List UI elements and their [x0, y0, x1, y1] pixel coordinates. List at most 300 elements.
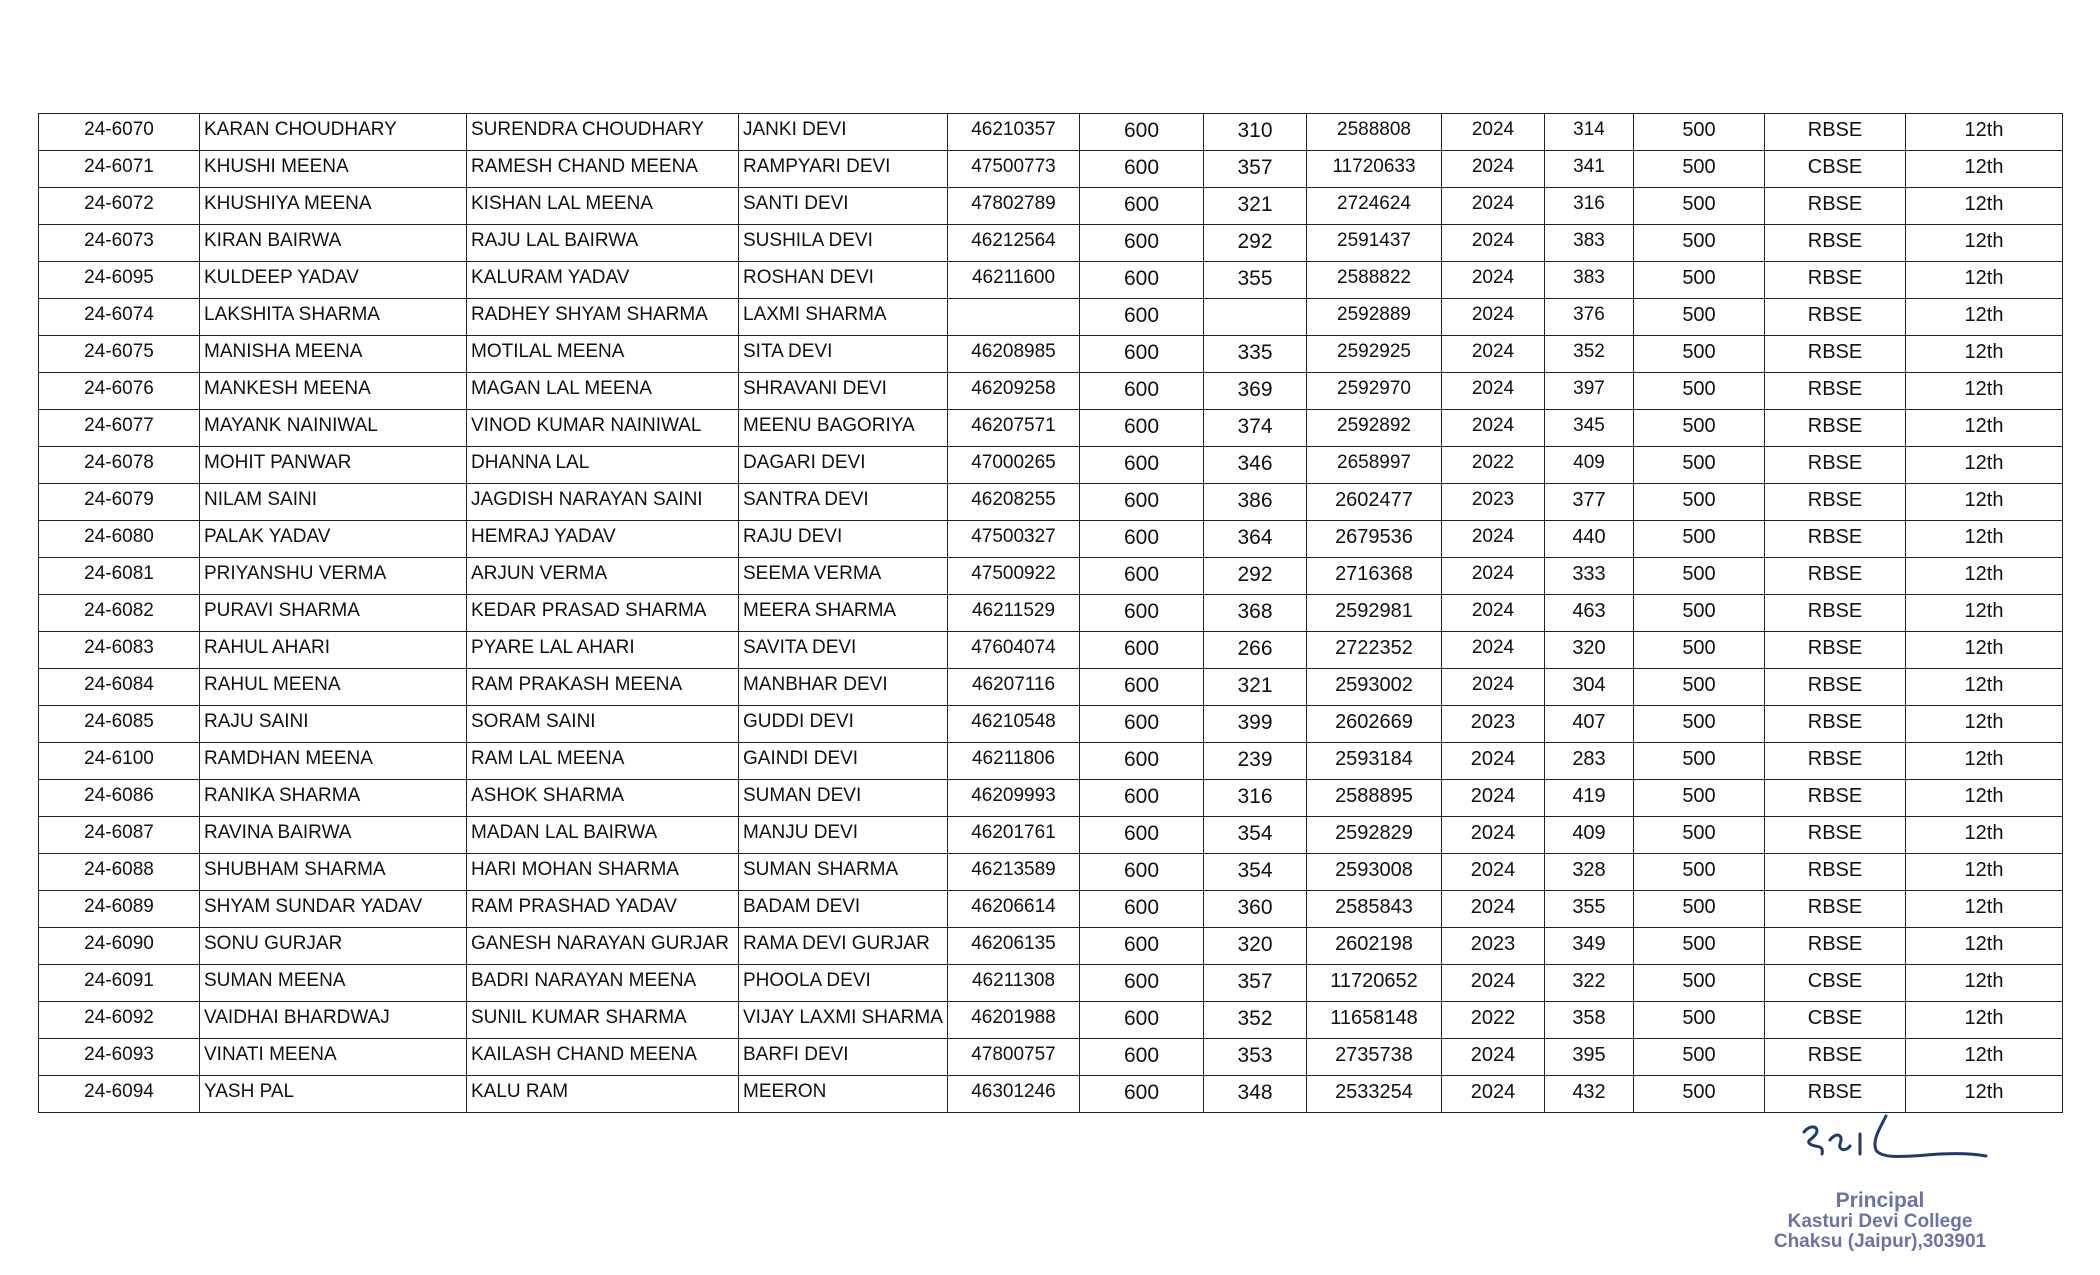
cell-reg-no: 46212564 — [948, 225, 1080, 262]
cell-father-name: PYARE LAL AHARI — [467, 632, 739, 669]
cell-board-marks: 463 — [1545, 595, 1634, 632]
cell-max-marks: 600 — [1080, 965, 1204, 1002]
cell-board-marks: 395 — [1545, 1039, 1634, 1076]
cell-board-roll-no: 2602477 — [1307, 484, 1442, 521]
table-row — [39, 336, 2063, 373]
cell-obtained-marks — [1204, 299, 1307, 336]
cell-max-marks: 600 — [1080, 336, 1204, 373]
cell-father-name: JAGDISH NARAYAN SAINI — [467, 484, 739, 521]
table-row — [39, 854, 2063, 891]
cell-roll-no: 24-6091 — [39, 965, 200, 1002]
cell-max-marks: 600 — [1080, 1039, 1204, 1076]
cell-roll-no: 24-6074 — [39, 299, 200, 336]
cell-board-name: RBSE — [1765, 484, 1906, 521]
cell-student-name: VAIDHAI BHARDWAJ — [200, 1002, 467, 1039]
cell-obtained-marks: 292 — [1204, 558, 1307, 595]
cell-max-marks: 600 — [1080, 410, 1204, 447]
cell-class: 12th — [1906, 632, 2063, 669]
cell-board-marks: 376 — [1545, 299, 1634, 336]
cell-student-name: SHUBHAM SHARMA — [200, 854, 467, 891]
cell-class: 12th — [1906, 743, 2063, 780]
cell-roll-no: 24-6071 — [39, 151, 200, 188]
cell-mother-name: BARFI DEVI — [739, 1039, 948, 1076]
cell-student-name: YASH PAL — [200, 1076, 467, 1113]
cell-board-roll-no: 2592889 — [1307, 299, 1442, 336]
cell-obtained-marks: 320 — [1204, 928, 1307, 965]
cell-class: 12th — [1906, 521, 2063, 558]
cell-father-name: MAGAN LAL MEENA — [467, 373, 739, 410]
cell-obtained-marks: 386 — [1204, 484, 1307, 521]
cell-max-marks: 600 — [1080, 595, 1204, 632]
cell-reg-no: 47800757 — [948, 1039, 1080, 1076]
cell-max-marks: 600 — [1080, 299, 1204, 336]
cell-student-name: RAHUL MEENA — [200, 669, 467, 706]
cell-obtained-marks: 239 — [1204, 743, 1307, 780]
table-row — [39, 1076, 2063, 1113]
table-row — [39, 188, 2063, 225]
cell-board-roll-no: 11658148 — [1307, 1002, 1442, 1039]
cell-class: 12th — [1906, 780, 2063, 817]
cell-board-name: RBSE — [1765, 558, 1906, 595]
cell-mother-name: RAJU DEVI — [739, 521, 948, 558]
cell-passing-year: 2024 — [1442, 188, 1545, 225]
cell-student-name: KIRAN BAIRWA — [200, 225, 467, 262]
cell-board-marks: 345 — [1545, 410, 1634, 447]
cell-father-name: MOTILAL MEENA — [467, 336, 739, 373]
table-row — [39, 669, 2063, 706]
cell-reg-no: 46207116 — [948, 669, 1080, 706]
cell-passing-year: 2024 — [1442, 151, 1545, 188]
cell-student-name: LAKSHITA SHARMA — [200, 299, 467, 336]
cell-father-name: HEMRAJ YADAV — [467, 521, 739, 558]
cell-passing-year: 2024 — [1442, 743, 1545, 780]
cell-student-name: SONU GURJAR — [200, 928, 467, 965]
table-row — [39, 262, 2063, 299]
principal-seal — [1760, 1190, 2000, 1252]
cell-obtained-marks: 321 — [1204, 669, 1307, 706]
cell-mother-name: SUMAN DEVI — [739, 780, 948, 817]
cell-board-marks: 383 — [1545, 225, 1634, 262]
cell-board-name: RBSE — [1765, 521, 1906, 558]
cell-father-name: GANESH NARAYAN GURJAR — [467, 928, 739, 965]
table-body — [39, 114, 2063, 1113]
cell-roll-no: 24-6072 — [39, 188, 200, 225]
cell-board-roll-no: 2592981 — [1307, 595, 1442, 632]
cell-passing-year: 2024 — [1442, 632, 1545, 669]
cell-mother-name: DAGARI DEVI — [739, 447, 948, 484]
cell-board-roll-no: 2593002 — [1307, 669, 1442, 706]
cell-max-marks: 600 — [1080, 262, 1204, 299]
cell-father-name: MADAN LAL BAIRWA — [467, 817, 739, 854]
cell-reg-no: 47500327 — [948, 521, 1080, 558]
student-records-table — [38, 113, 2063, 1113]
cell-board-roll-no: 2724624 — [1307, 188, 1442, 225]
cell-board-roll-no: 2592925 — [1307, 336, 1442, 373]
cell-obtained-marks: 354 — [1204, 817, 1307, 854]
table-row — [39, 965, 2063, 1002]
seal-title: Principal — [1835, 1189, 1925, 1212]
table-row — [39, 891, 2063, 928]
cell-student-name: SHYAM SUNDAR YADAV — [200, 891, 467, 928]
cell-board-max-marks: 500 — [1634, 151, 1765, 188]
cell-student-name: KULDEEP YADAV — [200, 262, 467, 299]
cell-student-name: RAVINA BAIRWA — [200, 817, 467, 854]
cell-passing-year: 2024 — [1442, 262, 1545, 299]
cell-board-roll-no: 2588895 — [1307, 780, 1442, 817]
cell-student-name: KHUSHI MEENA — [200, 151, 467, 188]
cell-reg-no: 47500773 — [948, 151, 1080, 188]
cell-obtained-marks: 368 — [1204, 595, 1307, 632]
cell-max-marks: 600 — [1080, 188, 1204, 225]
cell-mother-name: MANJU DEVI — [739, 817, 948, 854]
cell-board-name: RBSE — [1765, 891, 1906, 928]
cell-class: 12th — [1906, 1076, 2063, 1113]
cell-board-marks: 304 — [1545, 669, 1634, 706]
cell-student-name: MOHIT PANWAR — [200, 447, 467, 484]
cell-reg-no — [948, 299, 1080, 336]
cell-obtained-marks: 321 — [1204, 188, 1307, 225]
cell-reg-no: 46210548 — [948, 706, 1080, 743]
cell-student-name: VINATI MEENA — [200, 1039, 467, 1076]
cell-reg-no: 46211806 — [948, 743, 1080, 780]
cell-class: 12th — [1906, 965, 2063, 1002]
cell-passing-year: 2024 — [1442, 410, 1545, 447]
cell-passing-year: 2024 — [1442, 1076, 1545, 1113]
cell-max-marks: 600 — [1080, 225, 1204, 262]
table-row — [39, 780, 2063, 817]
cell-father-name: SORAM SAINI — [467, 706, 739, 743]
cell-board-roll-no: 11720633 — [1307, 151, 1442, 188]
cell-board-max-marks: 500 — [1634, 188, 1765, 225]
table-row — [39, 817, 2063, 854]
cell-father-name: KALURAM YADAV — [467, 262, 739, 299]
table-row — [39, 299, 2063, 336]
table-row — [39, 484, 2063, 521]
cell-roll-no: 24-6089 — [39, 891, 200, 928]
cell-board-name: CBSE — [1765, 151, 1906, 188]
cell-mother-name: JANKI DEVI — [739, 114, 948, 151]
cell-max-marks: 600 — [1080, 1076, 1204, 1113]
cell-board-marks: 283 — [1545, 743, 1634, 780]
cell-father-name: KAILASH CHAND MEENA — [467, 1039, 739, 1076]
cell-board-roll-no: 2585843 — [1307, 891, 1442, 928]
cell-board-max-marks: 500 — [1634, 669, 1765, 706]
cell-passing-year: 2023 — [1442, 928, 1545, 965]
cell-board-name: RBSE — [1765, 1076, 1906, 1113]
cell-reg-no: 46206135 — [948, 928, 1080, 965]
cell-passing-year: 2024 — [1442, 669, 1545, 706]
cell-student-name: MANKESH MEENA — [200, 373, 467, 410]
cell-board-name: RBSE — [1765, 743, 1906, 780]
cell-reg-no: 46208255 — [948, 484, 1080, 521]
cell-roll-no: 24-6079 — [39, 484, 200, 521]
cell-board-marks: 407 — [1545, 706, 1634, 743]
cell-class: 12th — [1906, 299, 2063, 336]
cell-reg-no: 46209258 — [948, 373, 1080, 410]
cell-board-max-marks: 500 — [1634, 114, 1765, 151]
cell-class: 12th — [1906, 558, 2063, 595]
cell-board-max-marks: 500 — [1634, 484, 1765, 521]
table-row — [39, 151, 2063, 188]
cell-roll-no: 24-6092 — [39, 1002, 200, 1039]
cell-board-max-marks: 500 — [1634, 891, 1765, 928]
cell-max-marks: 600 — [1080, 743, 1204, 780]
cell-roll-no: 24-6070 — [39, 114, 200, 151]
cell-board-max-marks: 500 — [1634, 447, 1765, 484]
cell-board-marks: 349 — [1545, 928, 1634, 965]
cell-max-marks: 600 — [1080, 928, 1204, 965]
cell-mother-name: SANTRA DEVI — [739, 484, 948, 521]
cell-board-name: RBSE — [1765, 336, 1906, 373]
cell-class: 12th — [1906, 410, 2063, 447]
cell-student-name: RAHUL AHARI — [200, 632, 467, 669]
cell-board-name: RBSE — [1765, 262, 1906, 299]
seal-college: Kasturi Devi College — [1787, 1211, 1973, 1233]
cell-board-max-marks: 500 — [1634, 1039, 1765, 1076]
cell-class: 12th — [1906, 706, 2063, 743]
cell-class: 12th — [1906, 1039, 2063, 1076]
cell-father-name: ARJUN VERMA — [467, 558, 739, 595]
cell-board-roll-no: 2588808 — [1307, 114, 1442, 151]
table-row — [39, 743, 2063, 780]
cell-board-roll-no: 2592829 — [1307, 817, 1442, 854]
cell-obtained-marks: 369 — [1204, 373, 1307, 410]
cell-mother-name: MEENU BAGORIYA — [739, 410, 948, 447]
cell-board-max-marks: 500 — [1634, 410, 1765, 447]
table-row — [39, 632, 2063, 669]
principal-signature — [1790, 1110, 1990, 1170]
cell-father-name: RAM LAL MEENA — [467, 743, 739, 780]
cell-roll-no: 24-6078 — [39, 447, 200, 484]
cell-board-name: RBSE — [1765, 928, 1906, 965]
cell-mother-name: LAXMI SHARMA — [739, 299, 948, 336]
cell-class: 12th — [1906, 336, 2063, 373]
cell-student-name: MANISHA MEENA — [200, 336, 467, 373]
cell-obtained-marks: 346 — [1204, 447, 1307, 484]
cell-student-name: RANIKA SHARMA — [200, 780, 467, 817]
cell-max-marks: 600 — [1080, 114, 1204, 151]
cell-passing-year: 2024 — [1442, 225, 1545, 262]
cell-board-name: RBSE — [1765, 447, 1906, 484]
cell-mother-name: SHRAVANI DEVI — [739, 373, 948, 410]
cell-board-roll-no: 2658997 — [1307, 447, 1442, 484]
cell-reg-no: 47500922 — [948, 558, 1080, 595]
cell-passing-year: 2024 — [1442, 817, 1545, 854]
cell-mother-name: RAMPYARI DEVI — [739, 151, 948, 188]
cell-obtained-marks: 364 — [1204, 521, 1307, 558]
cell-board-max-marks: 500 — [1634, 1076, 1765, 1113]
cell-board-marks: 355 — [1545, 891, 1634, 928]
cell-student-name: SUMAN MEENA — [200, 965, 467, 1002]
cell-roll-no: 24-6080 — [39, 521, 200, 558]
cell-roll-no: 24-6073 — [39, 225, 200, 262]
cell-board-max-marks: 500 — [1634, 928, 1765, 965]
cell-father-name: SUNIL KUMAR SHARMA — [467, 1002, 739, 1039]
cell-class: 12th — [1906, 669, 2063, 706]
cell-reg-no: 46301246 — [948, 1076, 1080, 1113]
cell-mother-name: BADAM DEVI — [739, 891, 948, 928]
cell-board-name: RBSE — [1765, 669, 1906, 706]
table-row — [39, 558, 2063, 595]
cell-class: 12th — [1906, 484, 2063, 521]
cell-board-marks: 397 — [1545, 373, 1634, 410]
table-row — [39, 521, 2063, 558]
cell-board-max-marks: 500 — [1634, 225, 1765, 262]
cell-board-max-marks: 500 — [1634, 336, 1765, 373]
cell-obtained-marks: 266 — [1204, 632, 1307, 669]
cell-roll-no: 24-6082 — [39, 595, 200, 632]
cell-mother-name: MEERON — [739, 1076, 948, 1113]
cell-father-name: RADHEY SHYAM SHARMA — [467, 299, 739, 336]
cell-max-marks: 600 — [1080, 780, 1204, 817]
cell-board-marks: 358 — [1545, 1002, 1634, 1039]
cell-class: 12th — [1906, 373, 2063, 410]
table-row — [39, 114, 2063, 151]
cell-board-marks: 322 — [1545, 965, 1634, 1002]
cell-roll-no: 24-6094 — [39, 1076, 200, 1113]
cell-passing-year: 2022 — [1442, 447, 1545, 484]
cell-class: 12th — [1906, 225, 2063, 262]
cell-class: 12th — [1906, 151, 2063, 188]
cell-father-name: RAJU LAL BAIRWA — [467, 225, 739, 262]
cell-reg-no: 46210357 — [948, 114, 1080, 151]
cell-mother-name: SAVITA DEVI — [739, 632, 948, 669]
cell-roll-no: 24-6084 — [39, 669, 200, 706]
cell-class: 12th — [1906, 928, 2063, 965]
cell-roll-no: 24-6085 — [39, 706, 200, 743]
cell-board-roll-no: 2722352 — [1307, 632, 1442, 669]
cell-mother-name: SEEMA VERMA — [739, 558, 948, 595]
cell-passing-year: 2023 — [1442, 484, 1545, 521]
cell-obtained-marks: 360 — [1204, 891, 1307, 928]
cell-board-marks: 377 — [1545, 484, 1634, 521]
cell-father-name: KEDAR PRASAD SHARMA — [467, 595, 739, 632]
cell-class: 12th — [1906, 891, 2063, 928]
cell-roll-no: 24-6095 — [39, 262, 200, 299]
cell-board-roll-no: 2679536 — [1307, 521, 1442, 558]
cell-student-name: MAYANK NAINIWAL — [200, 410, 467, 447]
cell-board-max-marks: 500 — [1634, 965, 1765, 1002]
cell-max-marks: 600 — [1080, 632, 1204, 669]
seal-address: Chaksu (Jaipur),303901 — [1773, 1230, 1987, 1252]
cell-board-roll-no: 2533254 — [1307, 1076, 1442, 1113]
cell-roll-no: 24-6075 — [39, 336, 200, 373]
cell-board-max-marks: 500 — [1634, 595, 1765, 632]
cell-max-marks: 600 — [1080, 521, 1204, 558]
cell-student-name: KHUSHIYA MEENA — [200, 188, 467, 225]
cell-mother-name: MEERA SHARMA — [739, 595, 948, 632]
cell-max-marks: 600 — [1080, 669, 1204, 706]
cell-obtained-marks: 357 — [1204, 965, 1307, 1002]
cell-obtained-marks: 353 — [1204, 1039, 1307, 1076]
cell-father-name: KALU RAM — [467, 1076, 739, 1113]
cell-father-name: BADRI NARAYAN MEENA — [467, 965, 739, 1002]
cell-student-name: KARAN CHOUDHARY — [200, 114, 467, 151]
cell-mother-name: GUDDI DEVI — [739, 706, 948, 743]
cell-board-marks: 432 — [1545, 1076, 1634, 1113]
table-row — [39, 373, 2063, 410]
cell-roll-no: 24-6088 — [39, 854, 200, 891]
cell-passing-year: 2023 — [1442, 706, 1545, 743]
cell-obtained-marks: 357 — [1204, 151, 1307, 188]
cell-board-marks: 314 — [1545, 114, 1634, 151]
cell-student-name: RAJU SAINI — [200, 706, 467, 743]
cell-board-max-marks: 500 — [1634, 1002, 1765, 1039]
table-row — [39, 225, 2063, 262]
cell-board-marks: 328 — [1545, 854, 1634, 891]
cell-board-roll-no: 2592892 — [1307, 410, 1442, 447]
cell-board-max-marks: 500 — [1634, 262, 1765, 299]
cell-mother-name: SANTI DEVI — [739, 188, 948, 225]
cell-roll-no: 24-6081 — [39, 558, 200, 595]
cell-father-name: RAM PRAKASH MEENA — [467, 669, 739, 706]
cell-board-roll-no: 2602669 — [1307, 706, 1442, 743]
cell-board-max-marks: 500 — [1634, 299, 1765, 336]
table-row — [39, 595, 2063, 632]
cell-reg-no: 47802789 — [948, 188, 1080, 225]
cell-roll-no: 24-6083 — [39, 632, 200, 669]
cell-reg-no: 46211308 — [948, 965, 1080, 1002]
cell-father-name: SURENDRA CHOUDHARY — [467, 114, 739, 151]
cell-class: 12th — [1906, 817, 2063, 854]
cell-mother-name: SUMAN SHARMA — [739, 854, 948, 891]
cell-board-max-marks: 500 — [1634, 854, 1765, 891]
cell-reg-no: 46213589 — [948, 854, 1080, 891]
cell-roll-no: 24-6093 — [39, 1039, 200, 1076]
cell-board-roll-no: 11720652 — [1307, 965, 1442, 1002]
cell-obtained-marks: 399 — [1204, 706, 1307, 743]
cell-board-marks: 333 — [1545, 558, 1634, 595]
cell-reg-no: 46206614 — [948, 891, 1080, 928]
cell-obtained-marks: 335 — [1204, 336, 1307, 373]
cell-reg-no: 47604074 — [948, 632, 1080, 669]
cell-board-name: RBSE — [1765, 632, 1906, 669]
cell-mother-name: PHOOLA DEVI — [739, 965, 948, 1002]
cell-student-name: PRIYANSHU VERMA — [200, 558, 467, 595]
cell-board-name: RBSE — [1765, 188, 1906, 225]
cell-obtained-marks: 348 — [1204, 1076, 1307, 1113]
cell-board-name: RBSE — [1765, 780, 1906, 817]
cell-father-name: RAM PRASHAD YADAV — [467, 891, 739, 928]
cell-board-max-marks: 500 — [1634, 817, 1765, 854]
table-row — [39, 928, 2063, 965]
cell-board-name: RBSE — [1765, 114, 1906, 151]
table-row — [39, 1039, 2063, 1076]
cell-board-max-marks: 500 — [1634, 373, 1765, 410]
cell-obtained-marks: 316 — [1204, 780, 1307, 817]
cell-obtained-marks: 310 — [1204, 114, 1307, 151]
cell-passing-year: 2022 — [1442, 1002, 1545, 1039]
cell-mother-name: SUSHILA DEVI — [739, 225, 948, 262]
cell-board-name: CBSE — [1765, 1002, 1906, 1039]
cell-father-name: ASHOK SHARMA — [467, 780, 739, 817]
cell-board-name: RBSE — [1765, 854, 1906, 891]
cell-max-marks: 600 — [1080, 817, 1204, 854]
cell-class: 12th — [1906, 595, 2063, 632]
cell-max-marks: 600 — [1080, 706, 1204, 743]
cell-board-name: RBSE — [1765, 1039, 1906, 1076]
cell-board-name: RBSE — [1765, 225, 1906, 262]
cell-board-roll-no: 2735738 — [1307, 1039, 1442, 1076]
cell-passing-year: 2024 — [1442, 558, 1545, 595]
cell-board-roll-no: 2588822 — [1307, 262, 1442, 299]
cell-passing-year: 2024 — [1442, 780, 1545, 817]
cell-max-marks: 600 — [1080, 1002, 1204, 1039]
cell-mother-name: MANBHAR DEVI — [739, 669, 948, 706]
cell-reg-no: 46209993 — [948, 780, 1080, 817]
cell-board-marks: 316 — [1545, 188, 1634, 225]
cell-board-roll-no: 2593008 — [1307, 854, 1442, 891]
